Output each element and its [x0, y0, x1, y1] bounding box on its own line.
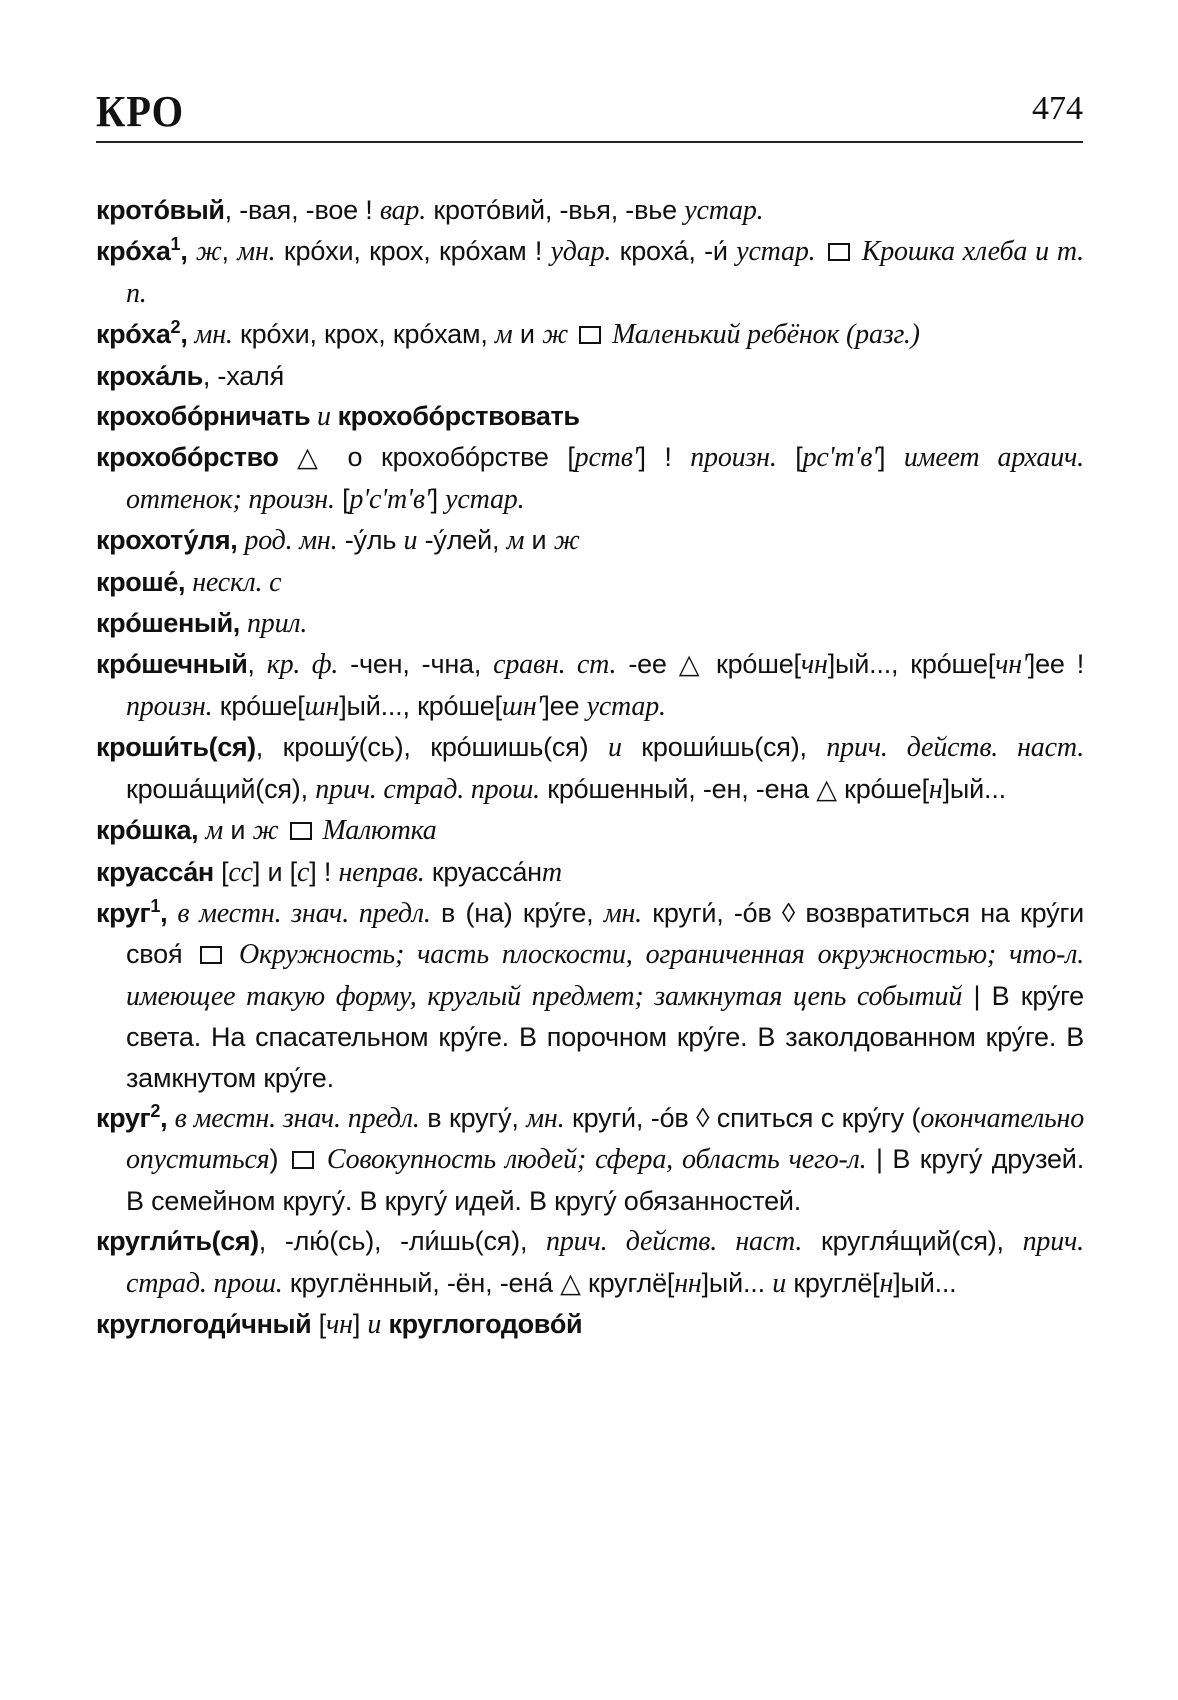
dictionary-entry: [96, 562, 1084, 603]
dictionary-entry: [96, 520, 1084, 561]
headword: кротóвый: [96, 195, 225, 225]
italic-label: устар.: [684, 195, 764, 226]
italic-label: м: [205, 815, 224, 847]
headword: крóшка: [96, 815, 192, 846]
entry-text: [568, 319, 575, 349]
entry-text: -ее △ крóше[: [616, 649, 801, 680]
entry-text: -у́лей,: [417, 525, 507, 556]
italic-label: кр. ф.: [266, 649, 339, 681]
italic-label: и: [310, 401, 338, 433]
running-head: КРО: [96, 87, 185, 136]
headword: ,: [232, 608, 247, 639]
entry-text: кротóвий, -вья, -вье: [426, 195, 685, 225]
headword: крохобóрничать: [96, 401, 311, 432]
italic-label: м: [494, 319, 513, 351]
entry-text: в кругу́,: [419, 1102, 527, 1133]
italic-label: шн: [304, 690, 340, 722]
italic-label: и: [772, 1267, 787, 1299]
italic-label: имеет архаич. оттенок; произн.: [126, 442, 1084, 515]
italic-label: Окружность; часть плоскости, ограниченная окружностью; что-л. имеющее такую форму, круглый предмет; замкнутая цепь событий: [126, 939, 1084, 1012]
definition-box-icon: [579, 326, 601, 344]
entry-text: , крошу́(сь), крóшишь(ся): [255, 732, 608, 763]
entry-text: ,: [221, 236, 238, 267]
italic-label: в местн. знач. предл.: [174, 1102, 420, 1134]
italic-label: устар.: [586, 690, 666, 722]
headword: круг: [96, 1102, 151, 1133]
italic-label: нескл. с: [192, 566, 282, 598]
headword: ,: [180, 236, 196, 267]
entry-text: круглё[: [786, 1267, 880, 1298]
dictionary-entry: [96, 644, 1084, 727]
entry-text: круги́, -óв ◊ спиться с кру́гу (: [564, 1102, 921, 1133]
entry-text: крóшенный, -ен, -ена △ крóше[: [539, 773, 929, 804]
italic-label: ж: [553, 525, 580, 557]
entry-text: ]ый..., крóше[: [339, 690, 502, 721]
italic-label: н: [879, 1267, 894, 1299]
entry-text: -у́ль: [337, 525, 404, 556]
entry-text: , -вая, -вое !: [224, 195, 380, 225]
entry-text: , -лю́(сь), -ли́шь(ся),: [258, 1226, 547, 1257]
entry-text: кроша́щий(ся),: [126, 773, 316, 804]
homonym-index: 1: [170, 234, 181, 255]
headword: круглогоди́чный: [96, 1308, 312, 1339]
entry-text: ] и [: [252, 856, 297, 887]
dictionary-entry: [96, 1304, 1084, 1345]
entry-text: [: [311, 1308, 326, 1339]
entry-text: △ о крохобóрстве [: [278, 442, 575, 473]
entry-text: крóхи, крох, крóхам !: [275, 236, 551, 267]
italic-label: мн.: [603, 897, 642, 929]
italic-label: в местн. знач. предл.: [177, 897, 431, 929]
italic-label: мн.: [526, 1102, 565, 1134]
italic-label: окончательно опуститься: [126, 1102, 1085, 1176]
italic-label: н: [928, 773, 943, 805]
entry-text: | В кругу́ друзей. В семейном кругу́. В кругу́ идей. В кругу́ обязанностей.: [126, 1144, 1084, 1216]
definition-box-icon: [200, 946, 222, 964]
italic-label: ж: [252, 815, 279, 847]
headword: крохобóрство: [96, 442, 279, 473]
definition-box-icon: [292, 1151, 314, 1169]
italic-label: сравн. ст.: [493, 649, 617, 681]
dictionary-entry: [96, 603, 1084, 644]
entry-text: [: [213, 856, 229, 887]
dictionary-entry: [96, 190, 1084, 231]
italic-label: сс: [228, 856, 253, 888]
headword: крóшеный: [96, 608, 233, 639]
entry-text: ]ый...: [942, 773, 1006, 804]
italic-label: т: [541, 856, 562, 888]
dictionary-entry: [96, 231, 1084, 314]
dictionary-entry: [96, 1221, 1084, 1304]
italic-label: чн: [325, 1308, 353, 1340]
headword: крохоту́ля: [96, 525, 231, 556]
italic-label: р'с'т'в': [349, 483, 431, 515]
entry-text: ]ый...: [701, 1267, 773, 1298]
entry-text: ]: [430, 483, 446, 514]
homonym-index: 2: [170, 317, 181, 338]
italic-label: устар.: [445, 483, 525, 515]
dictionary-entry: [96, 893, 1084, 1098]
italic-label: мн.: [237, 236, 276, 268]
headword: круглогодовóй: [388, 1308, 583, 1339]
entry-text: ]: [877, 442, 904, 473]
entry-text: ] !: [309, 856, 339, 887]
italic-label: ж: [542, 319, 568, 351]
italic-label: ж: [195, 236, 222, 268]
headword: крóха: [96, 236, 171, 267]
dictionary-entry: [96, 437, 1084, 520]
italic-label: с: [296, 856, 310, 888]
italic-label: и: [367, 1308, 382, 1340]
headword: ,: [180, 319, 195, 350]
italic-label: рс'т'в': [802, 442, 878, 474]
entry-text: кругля́щий(ся),: [802, 1226, 1023, 1257]
headword: кроха́ль: [96, 360, 203, 391]
italic-label: произн.: [126, 690, 213, 722]
dictionary-entry: [96, 356, 1084, 396]
italic-label: шн': [501, 690, 543, 722]
italic-label: прич. действ. наст.: [826, 732, 1084, 764]
page-number: 474: [1032, 90, 1083, 127]
italic-label: рств': [574, 442, 639, 474]
italic-label: Совокупность людей; сфера, область чего-л.: [317, 1144, 867, 1176]
headword: кроше́: [96, 566, 179, 597]
headword: ,: [191, 815, 206, 846]
headword: ,: [230, 525, 245, 556]
entry-text: -чен, -чна,: [338, 649, 494, 680]
page-header: [96, 86, 1083, 138]
italic-label: устар.: [736, 236, 816, 268]
headword: кругли́ть(ся): [96, 1226, 259, 1257]
italic-label: чн': [995, 649, 1028, 681]
italic-label: прич. страд. прош.: [126, 1226, 1084, 1299]
definition-box-icon: [290, 822, 312, 840]
entry-text: круглённый, -ён, -ена́ △ круглё[: [282, 1267, 675, 1298]
entry-text: кроши́шь(ся),: [621, 732, 827, 763]
entry-text: ): [269, 1144, 288, 1175]
italic-label: Маленький ребёнок (разг.): [605, 319, 920, 351]
entry-text: ]ее: [542, 690, 587, 721]
entry-text: круги́, -óв ◊ возвратиться на кру́ги своя́: [126, 897, 1085, 970]
entry-text: [: [776, 442, 803, 473]
entry-text: ]ее !: [1027, 649, 1084, 680]
entry-text: ]: [352, 1308, 368, 1339]
italic-label: Малютка: [315, 815, 437, 847]
headword: ,: [178, 566, 193, 597]
italic-label: прич. страд. прош.: [315, 773, 540, 805]
entry-text: ]ый...: [893, 1267, 957, 1298]
entry-text: [278, 815, 285, 845]
definition-box-icon: [828, 243, 850, 261]
dictionary-entry: [96, 727, 1084, 810]
italic-label: произн.: [690, 442, 777, 474]
italic-label: чн: [800, 649, 828, 681]
headword: круасса́н: [96, 856, 214, 887]
headword: крóха: [96, 319, 171, 350]
italic-label: и: [403, 525, 418, 557]
entry-text: кроха́, -и́: [611, 236, 737, 267]
dictionary-entry: [96, 1098, 1084, 1221]
entry-text: в (на) кру́ге,: [430, 897, 604, 928]
italic-label: и: [607, 732, 622, 764]
entry-text: крóхи, крох, крóхам,: [232, 319, 495, 350]
entry-text: , -халя́: [202, 360, 284, 391]
italic-label: прил.: [247, 608, 308, 640]
entry-text: ]ый..., крóше[: [827, 649, 996, 680]
italic-label: удар.: [550, 236, 612, 268]
entry-text: и: [223, 815, 253, 846]
dictionary-entries: [96, 190, 1084, 1345]
entry-text: [815, 236, 823, 266]
italic-label: вар.: [379, 195, 427, 226]
entry-text: круасса́н: [424, 856, 542, 887]
entry-text: ,: [247, 649, 267, 680]
entry-text: [: [334, 483, 350, 514]
headword: круг: [96, 897, 151, 928]
entry-text: ] !: [638, 442, 691, 473]
italic-label: мн.: [194, 319, 233, 351]
headword: крохобóрствовать: [337, 401, 580, 432]
homonym-index: 1: [150, 895, 161, 916]
entry-text: крóше[: [212, 690, 305, 721]
entry-text: | В кру́ге света. На спасательном кру́ге. В порочном кру́ге. В заколдованном кру́ге. В замкнутом кру́ге.: [126, 980, 1084, 1093]
italic-label: неправ.: [338, 856, 425, 888]
headword: ,: [160, 1102, 175, 1133]
headword: кроши́ть(ся): [96, 732, 256, 763]
italic-label: м: [506, 525, 525, 557]
italic-label: род. мн.: [244, 525, 338, 557]
homonym-index: 2: [150, 1100, 161, 1121]
italic-label: Крошка хлеба и т. п.: [126, 236, 1084, 309]
italic-label: прич. действ. наст.: [546, 1226, 803, 1258]
dictionary-entry: [96, 852, 1084, 893]
italic-label: нн: [674, 1267, 702, 1299]
dictionary-entry: [96, 314, 1084, 355]
header-rule: [96, 141, 1083, 143]
dictionary-entry: [96, 396, 1084, 437]
headword: крóшечный: [96, 649, 248, 680]
dictionary-entry: [96, 810, 1084, 851]
entry-text: [381, 1309, 388, 1339]
headword: ,: [160, 897, 178, 928]
entry-text: и: [512, 319, 543, 350]
entry-text: и: [524, 525, 554, 556]
